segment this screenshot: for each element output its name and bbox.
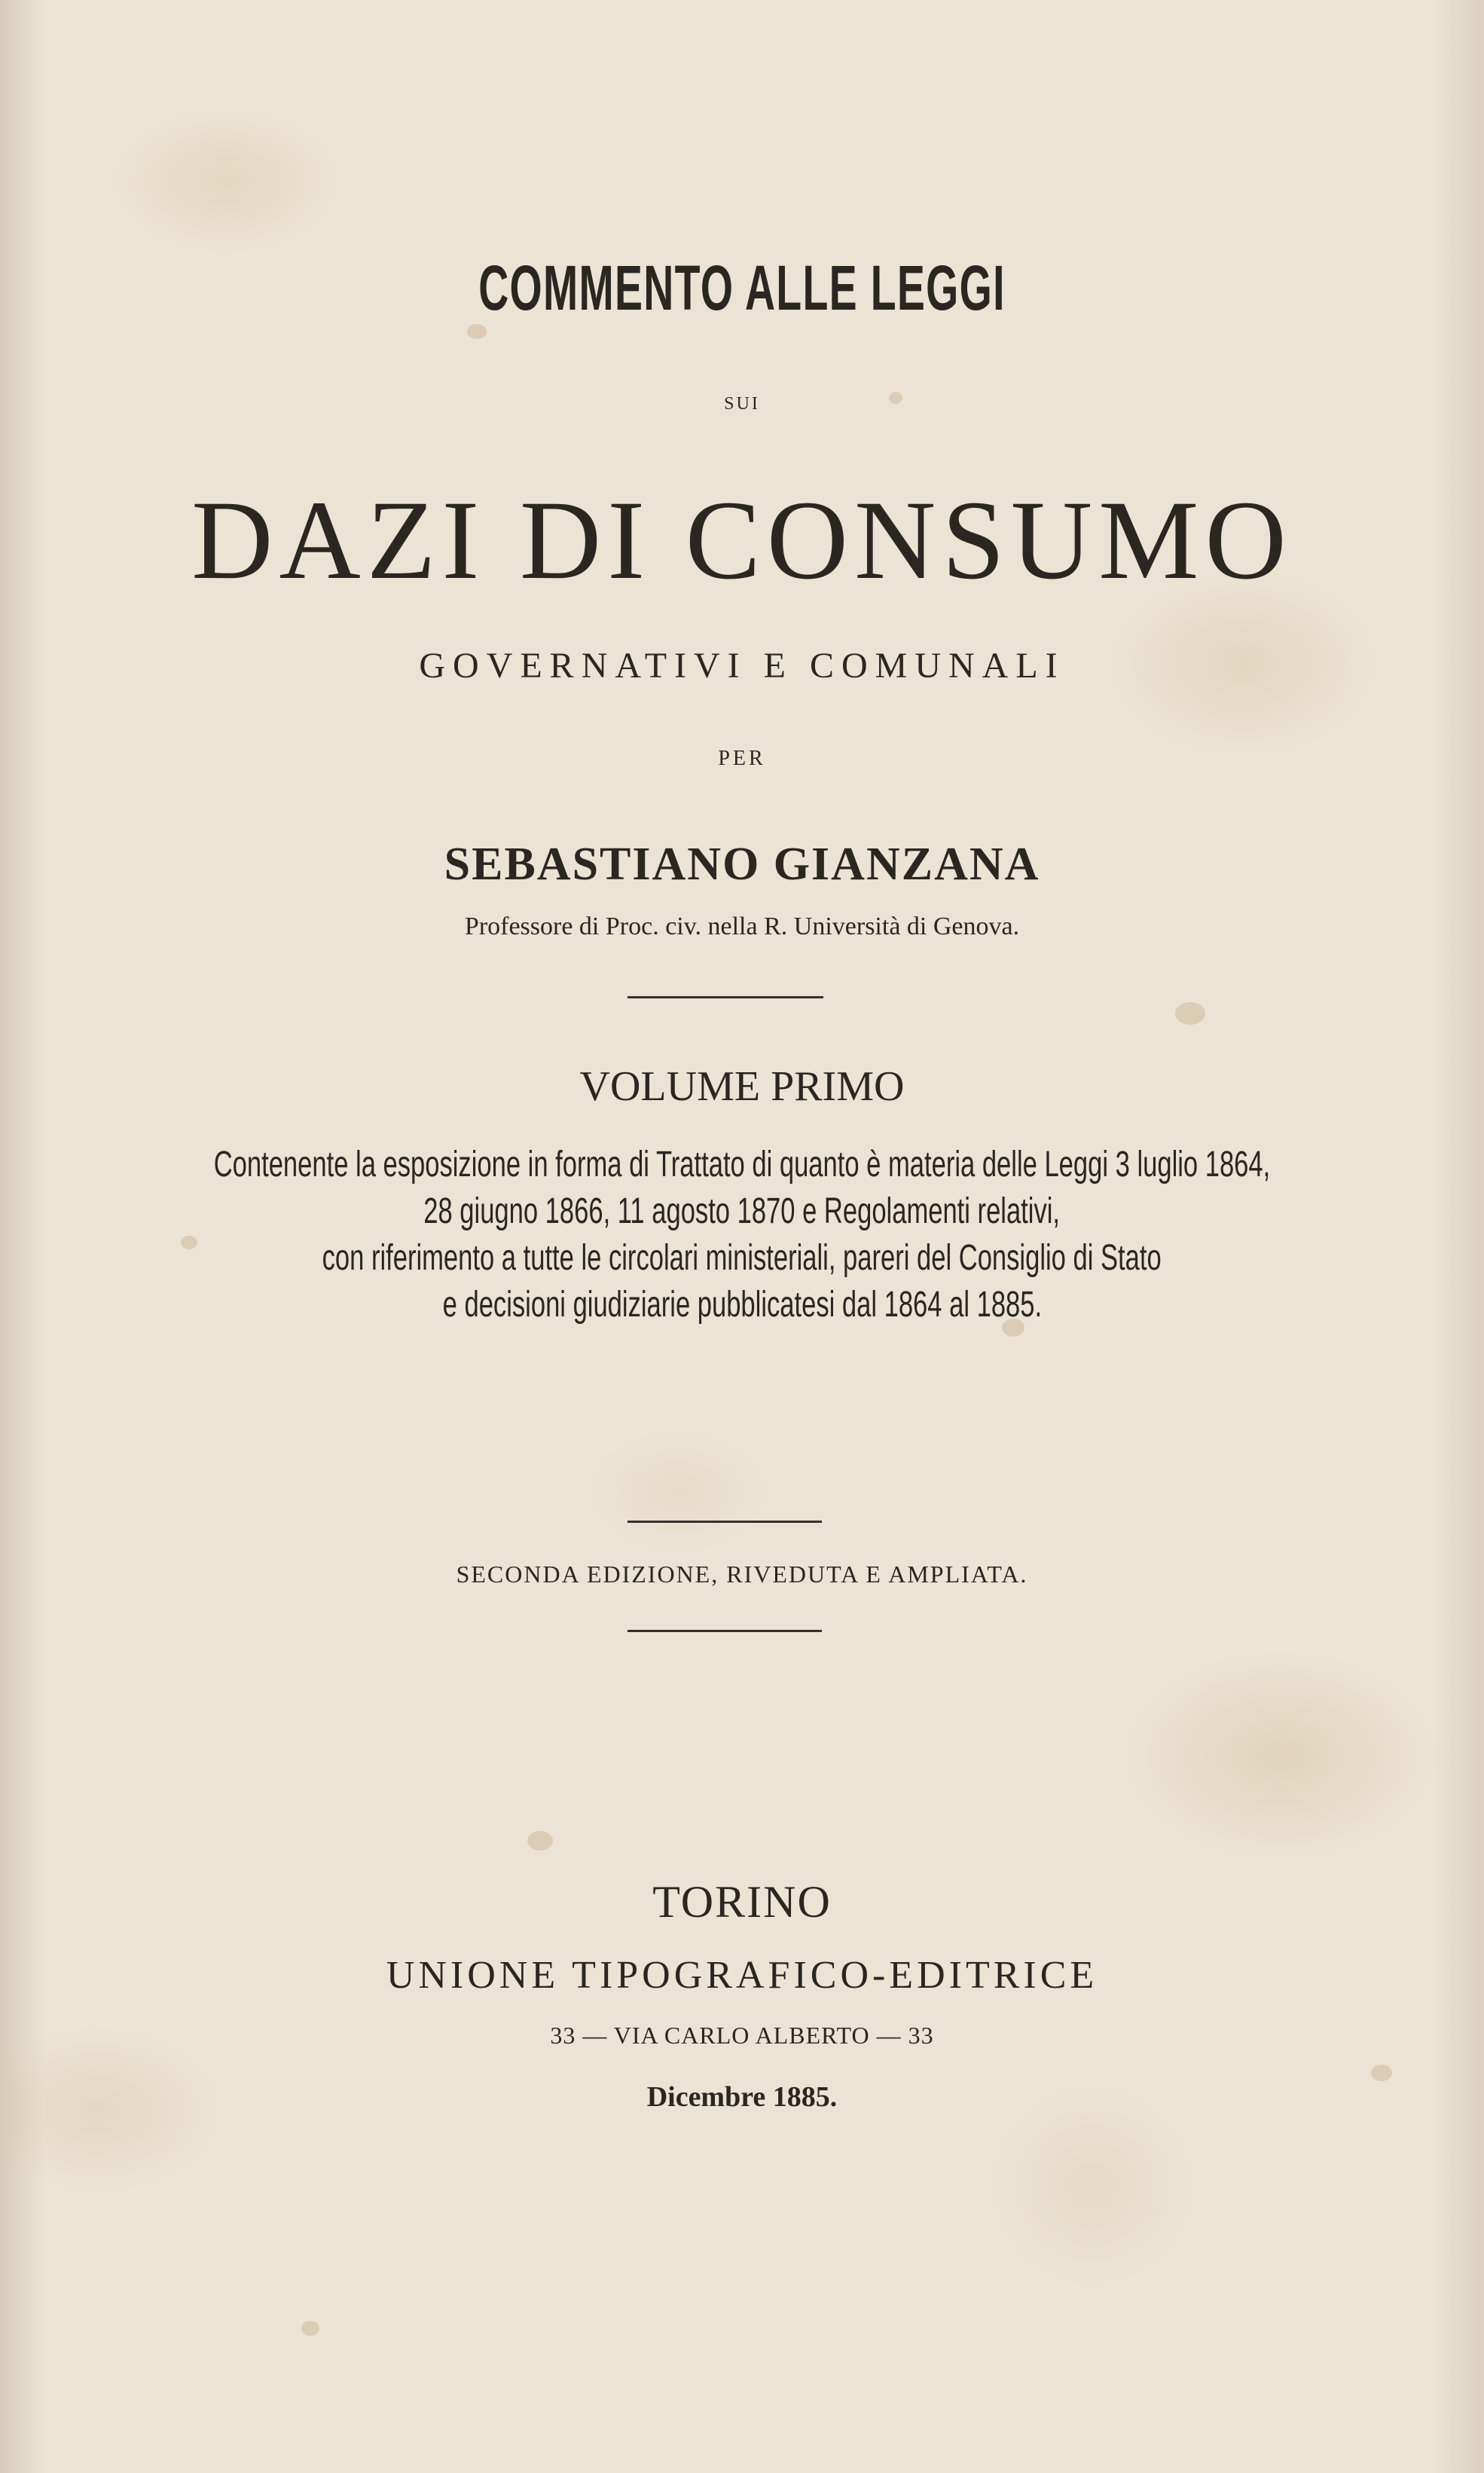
volume-description-line: [0, 1287, 1484, 1323]
volume-heading: [0, 1065, 1484, 1108]
imprint-city-text: TORINO: [652, 1877, 832, 1927]
foxing-spot: [1371, 2065, 1392, 2081]
foxing-spot: [527, 1831, 553, 1851]
divider-rule: [627, 1521, 822, 1523]
divider-rule: [627, 996, 823, 998]
connector-sui: [0, 395, 1484, 413]
main-title: [0, 478, 1484, 603]
imprint-publisher-text: UNIONE TIPOGRAFICO-EDITRICE: [386, 1954, 1098, 1997]
volume-description-text: Contenente la esposizione in forma di Trattato di quanto è materia delle Leggi 3 luglio 1864,: [213, 1145, 1271, 1185]
foxing-spot: [301, 2321, 319, 2336]
heading-commento: [0, 252, 1484, 323]
volume-description-line: [0, 1191, 1484, 1231]
connector-sui-text: SUI: [724, 394, 760, 414]
author-name-text: SEBASTIANO GIANZANA: [444, 839, 1040, 890]
connector-per-text: PER: [718, 747, 766, 770]
divider-rule: [627, 1630, 822, 1632]
imprint-address: [0, 2023, 1484, 2047]
author-affiliation-text: Professore di Proc. civ. nella R. Università di Genova.: [464, 912, 1020, 940]
volume-description-line: [0, 1147, 1484, 1183]
volume-description-line: [0, 1240, 1484, 1276]
edition-statement-text: SECONDA EDIZIONE, RIVEDUTA E AMPLIATA.: [456, 1561, 1028, 1588]
imprint-date-text: Dicembre 1885.: [646, 2081, 838, 2113]
foxing-spot: [467, 324, 487, 339]
edition-statement: [0, 1562, 1484, 1586]
foxing-spot: [1175, 1002, 1205, 1025]
volume-description-text: e decisioni giudiziarie pubblicatesi dal 1864 al 1885.: [442, 1285, 1042, 1325]
imprint-city: [0, 1877, 1484, 1927]
volume-description-text: con riferimento a tutte le circolari ministeriali, pareri del Consiglio di Stato: [322, 1238, 1162, 1278]
volume-description-text: 28 giugno 1866, 11 agosto 1870 e Regolamenti relativi,: [423, 1191, 1061, 1231]
heading-commento-text: COMMENTO ALLE LEGGI: [478, 252, 1006, 323]
imprint-publisher: [0, 1956, 1484, 1995]
imprint-address-text: 33 — VIA CARLO ALBERTO — 33: [550, 2022, 934, 2049]
connector-per: [0, 748, 1484, 769]
subtitle-text: GOVERNATIVI E COMUNALI: [419, 646, 1065, 686]
volume-heading-text: VOLUME PRIMO: [579, 1063, 905, 1110]
author-name: [0, 841, 1484, 888]
author-affiliation: [0, 914, 1484, 940]
imprint-date: [0, 2083, 1484, 2111]
subtitle: [0, 648, 1484, 684]
main-title-text: DAZI DI CONSUMO: [191, 478, 1293, 603]
